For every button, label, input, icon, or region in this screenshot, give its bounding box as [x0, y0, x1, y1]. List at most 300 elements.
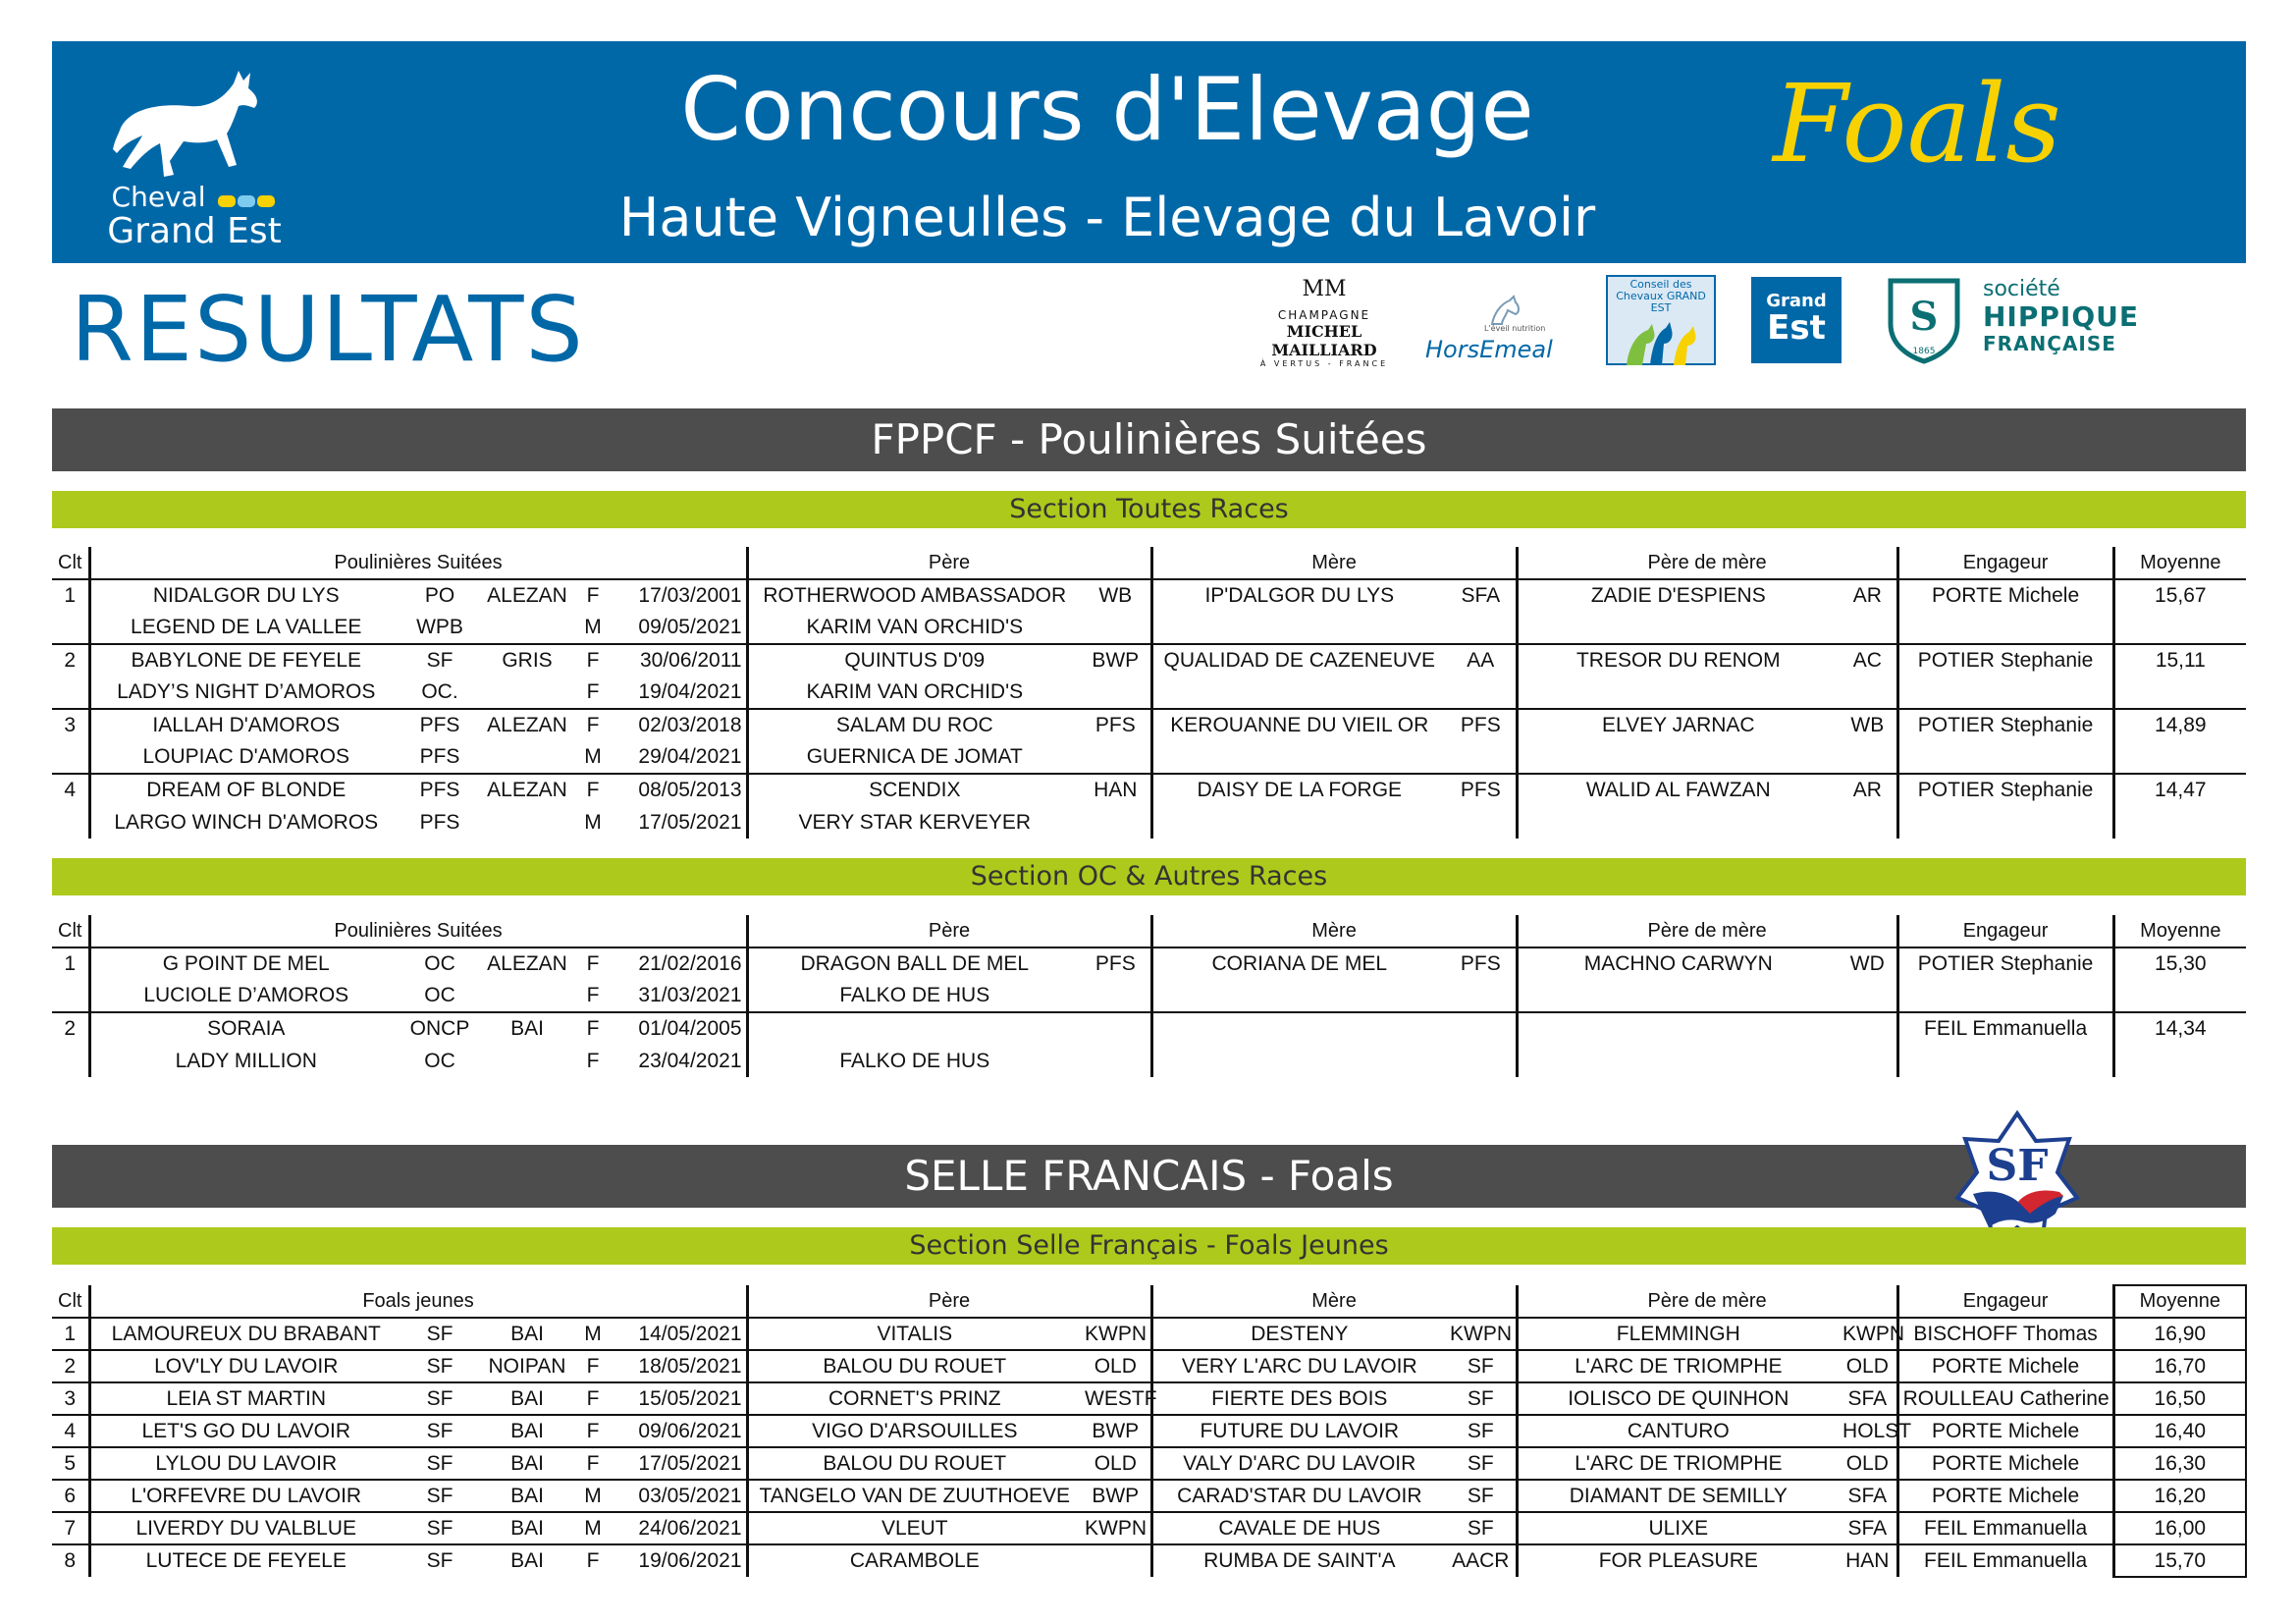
cell-clt: 2 — [64, 1017, 77, 1040]
cell-pm-breed: SFA — [1839, 1512, 1897, 1544]
col-header-mere: Mère — [1151, 1285, 1517, 1318]
cell-sex: F — [586, 779, 600, 801]
cell-date: 21/02/2016 — [610, 947, 747, 980]
cell-mere: VALY D'ARC DU LAVOIR — [1183, 1451, 1416, 1475]
cell-mere-breed: PFS — [1446, 709, 1517, 741]
table-row — [52, 1415, 2246, 1447]
svg-text:S: S — [1909, 294, 1939, 340]
cell-engageur: PORTE Michele — [1897, 1415, 2113, 1447]
cell-color: ALEZAN — [487, 714, 567, 736]
cell-mere-breed: PFS — [1446, 947, 1517, 980]
table-header-row — [52, 915, 2246, 947]
cell-pere: QUINTUS D'09 — [844, 649, 986, 672]
cell-mere: RUMBA DE SAINT'A — [1203, 1549, 1396, 1572]
cell-pere-breed: KWPN — [1081, 1318, 1151, 1350]
cell-foal-sex: M — [584, 616, 602, 638]
cell-moyenne: 16,20 — [2113, 1480, 2246, 1512]
cell-foal-color — [478, 1045, 576, 1077]
cell-clt: 7 — [64, 1516, 77, 1540]
cell-pm-breed: WD — [1839, 947, 1897, 980]
table-row-foal — [52, 1045, 2246, 1077]
mm-line1: CHAMPAGNE — [1277, 308, 1371, 322]
cell-pere-mere: L'ARC DE TRIOMPHE — [1575, 1354, 1783, 1378]
cell-pere-mere: FOR PLEASURE — [1598, 1549, 1758, 1572]
col-header-name: Foals jeunes — [89, 1285, 747, 1318]
cell-foal-sex: M — [584, 810, 602, 834]
cell-name: DREAM OF BLONDE — [89, 774, 401, 806]
cell-sex: F — [586, 952, 600, 975]
cell-breed: ONCP — [409, 1017, 470, 1040]
cell-moyenne: 16,40 — [2113, 1415, 2246, 1447]
cell-moyenne: 14,34 — [2155, 1017, 2207, 1040]
cell-pm-breed: SFA — [1839, 1480, 1897, 1512]
cell-mere: VERY L'ARC DU LAVOIR — [1181, 1354, 1417, 1378]
table-row-foal — [52, 806, 2246, 839]
cell-clt: 2 — [64, 1354, 77, 1378]
col-header-pere: Père — [747, 915, 1151, 947]
cell-breed: SF — [426, 649, 454, 672]
table-row — [52, 1012, 2246, 1045]
cell-foal-name: LUCIOLE D’AMOROS — [89, 980, 401, 1012]
cell-sex: M — [584, 1322, 602, 1345]
col-header-clt: Clt — [52, 1285, 89, 1318]
cell-breed: SF — [426, 1516, 454, 1540]
cell-mere: CARAD'STAR DU LAVOIR — [1177, 1484, 1422, 1507]
cell-moyenne: 14,47 — [2155, 779, 2207, 801]
cell-mere: DESTENY — [1251, 1322, 1349, 1345]
col-header-moyenne: Moyenne — [2113, 915, 2246, 947]
conseil-name: Conseil des Chevaux GRAND EST — [1616, 278, 1706, 314]
col-header-pere: Père — [747, 547, 1151, 579]
cell-pere: DRAGON BALL DE MEL — [800, 952, 1030, 975]
cell-pm-breed — [1839, 1012, 1897, 1045]
cell-moyenne: 16,90 — [2113, 1318, 2246, 1350]
cell-engageur: ROULLEAU Catherine — [1897, 1382, 2113, 1415]
cell-mere-breed: SF — [1446, 1382, 1517, 1415]
cell-moyenne: 15,67 — [2155, 584, 2207, 607]
cell-pere-breed — [1081, 1544, 1151, 1577]
cell-pm-breed: WB — [1839, 709, 1897, 741]
cell-pere-mere: MACHNO CARWYN — [1583, 952, 1773, 975]
cell-moyenne: 16,00 — [2113, 1512, 2246, 1544]
cell-moyenne: 15,70 — [2113, 1544, 2246, 1577]
sf-badge-text: SF — [1986, 1141, 2049, 1191]
cell-pere-breed — [1081, 1012, 1151, 1045]
table-row-foal — [52, 612, 2246, 644]
cell-name: SORAIA — [89, 1012, 401, 1045]
cell-name: LOV'LY DU LAVOIR — [89, 1350, 401, 1382]
cell-mere: IP'DALGOR DU LYS — [1204, 584, 1395, 607]
cell-foal-date: 09/05/2021 — [610, 612, 747, 644]
cell-pm-breed: AR — [1839, 579, 1897, 612]
cell-mere-breed: KWPN — [1446, 1318, 1517, 1350]
cell-pere: VIGO D'ARSOUILLES — [812, 1419, 1018, 1442]
cell-engageur: POTIER Stephanie — [1897, 774, 2113, 806]
cell-pere: TANGELO VAN DE ZUUTHOEVE — [759, 1484, 1071, 1507]
cell-pm-breed: HAN — [1839, 1544, 1897, 1577]
cell-sex: F — [586, 714, 600, 736]
col-header-moyenne: Moyenne — [2113, 1285, 2246, 1318]
cell-pere: CARAMBOLE — [849, 1549, 980, 1572]
sf-jeunes-section-title: Section Selle Français - Foals Jeunes — [52, 1227, 2246, 1265]
cell-pm-breed: AR — [1839, 774, 1897, 806]
cell-foal-color — [478, 980, 576, 1012]
cell-color: NOIPAN — [488, 1354, 566, 1378]
cell-breed: PO — [424, 584, 455, 607]
cell-engageur: FEIL Emmanuella — [1897, 1512, 2113, 1544]
cell-breed: SF — [426, 1322, 454, 1345]
cell-date: 17/03/2001 — [610, 579, 747, 612]
cell-pm-breed: AC — [1839, 644, 1897, 677]
cell-clt: 2 — [64, 649, 77, 672]
cell-mere-breed: SF — [1446, 1480, 1517, 1512]
fppcf-section-title: FPPCF - Poulinières Suitées — [52, 408, 2246, 471]
header-banner — [52, 41, 2246, 263]
cell-foal-color — [478, 741, 576, 774]
cell-color: BAI — [510, 1484, 544, 1507]
cell-pere-mere: DIAMANT DE SEMILLY — [1569, 1484, 1788, 1507]
cell-pere: ROTHERWOOD AMBASSADOR — [763, 584, 1067, 607]
col-header-pere-mere: Père de mère — [1517, 547, 1897, 579]
cell-pere: CORNET'S PRINZ — [828, 1386, 1001, 1410]
cell-pm-breed: KWPN — [1839, 1318, 1897, 1350]
cell-foal-pere: FALKO DE HUS — [839, 984, 990, 1006]
cell-sex: F — [586, 584, 600, 607]
cell-foal-name: LADY MILLION — [89, 1045, 401, 1077]
col-header-engageur: Engageur — [1897, 1285, 2113, 1318]
cell-clt: 4 — [64, 779, 77, 801]
cell-mere-breed: SF — [1446, 1512, 1517, 1544]
cell-pere-breed: HAN — [1081, 774, 1151, 806]
cell-name: L'ORFEVRE DU LAVOIR — [89, 1480, 401, 1512]
cell-mere-breed: SF — [1446, 1350, 1517, 1382]
cell-date: 19/06/2021 — [610, 1544, 747, 1577]
cell-pere: VLEUT — [881, 1516, 948, 1540]
cell-sex: F — [586, 1386, 600, 1410]
col-header-engageur: Engageur — [1897, 915, 2113, 947]
cell-mere-breed: PFS — [1446, 774, 1517, 806]
cell-moyenne: 16,50 — [2113, 1382, 2246, 1415]
cell-pere-breed: WB — [1081, 579, 1151, 612]
cell-pere-breed: WESTF — [1081, 1382, 1151, 1415]
cell-foal-breed: OC — [424, 1049, 455, 1072]
cell-date: 02/03/2018 — [610, 709, 747, 741]
cell-sex: F — [586, 1451, 600, 1475]
sponsor-michel-mailliard-logo — [1239, 279, 1410, 367]
table-row — [52, 1512, 2246, 1544]
sponsor-grand-est-logo — [1751, 277, 1842, 363]
resultats-heading: RESULTATS — [71, 277, 585, 382]
cell-clt: 1 — [64, 1322, 77, 1345]
shf-line1: société — [1983, 277, 2060, 301]
cell-mere: QUALIDAD DE CAZENEUVE — [1163, 649, 1436, 672]
cell-color: ALEZAN — [487, 779, 567, 801]
cell-clt: 8 — [64, 1549, 77, 1572]
table-row — [52, 1480, 2246, 1512]
cell-color: BAI — [510, 1451, 544, 1475]
cell-pere-breed: BWP — [1081, 1415, 1151, 1447]
cell-color: BAI — [510, 1419, 544, 1442]
cell-foal-name: LARGO WINCH D'AMOROS — [89, 806, 401, 839]
cell-mere-breed: SFA — [1446, 579, 1517, 612]
cell-mere: CAVALE DE HUS — [1218, 1516, 1381, 1540]
cell-mere-breed: AA — [1446, 644, 1517, 677]
cell-pere: VITALIS — [877, 1322, 953, 1345]
cell-mere: FUTURE DU LAVOIR — [1200, 1419, 1400, 1442]
cell-date: 03/05/2021 — [610, 1480, 747, 1512]
cell-mere-breed: AACR — [1446, 1544, 1517, 1577]
cell-foal-name: LEGEND DE LA VALLEE — [89, 612, 401, 644]
col-header-pere-mere: Père de mère — [1517, 915, 1897, 947]
cell-pere-mere: ULIXE — [1648, 1516, 1709, 1540]
cell-breed: SF — [426, 1354, 454, 1378]
cell-pere-mere: ELVEY JARNAC — [1601, 714, 1755, 736]
table-row — [52, 709, 2246, 741]
cell-foal-sex: M — [584, 745, 602, 768]
cell-mere-breed: SF — [1446, 1415, 1517, 1447]
cell-date: 18/05/2021 — [610, 1350, 747, 1382]
horse-head-icon — [1484, 295, 1523, 326]
cell-date: 09/06/2021 — [610, 1415, 747, 1447]
cell-mere: DAISY DE LA FORGE — [1197, 779, 1403, 801]
cell-breed: SF — [426, 1386, 454, 1410]
cell-engageur: FEIL Emmanuella — [1897, 1012, 2113, 1045]
cell-pere-mere: ZADIE D'ESPIENS — [1590, 584, 1766, 607]
mm-monogram: MM — [1302, 277, 1347, 301]
cell-pere-mere — [1517, 1012, 1839, 1045]
horsemeal-name: HorsEmeal — [1425, 336, 1553, 363]
cell-mere: CORIANA DE MEL — [1211, 952, 1388, 975]
table-row — [52, 1382, 2246, 1415]
sf-section-title: SELLE FRANCAIS - Foals — [52, 1145, 2246, 1208]
cell-pere-breed: BWP — [1081, 644, 1151, 677]
cell-pere-breed: OLD — [1081, 1447, 1151, 1480]
cell-pm-breed: OLD — [1839, 1350, 1897, 1382]
cell-engageur: PORTE Michele — [1897, 579, 2113, 612]
cell-clt: 4 — [64, 1419, 77, 1442]
shf-line2: HIPPIQUE — [1983, 300, 2139, 333]
cell-name: BABYLONE DE FEYELE — [89, 644, 401, 677]
cell-engageur: BISCHOFF Thomas — [1897, 1318, 2113, 1350]
cell-foal-breed: OC. — [421, 680, 458, 703]
cell-foal-name: LOUPIAC D'AMOROS — [89, 741, 401, 774]
col-header-clt: Clt — [52, 547, 89, 579]
cell-foal-date: 17/05/2021 — [610, 806, 747, 839]
cell-name: IALLAH D'AMOROS — [89, 709, 401, 741]
cell-pere — [747, 1012, 1081, 1045]
col-header-moyenne: Moyenne — [2113, 547, 2246, 579]
cell-engageur: POTIER Stephanie — [1897, 709, 2113, 741]
cell-pere-mere: IOLISCO DE QUINHON — [1568, 1386, 1789, 1410]
cell-color: BAI — [510, 1386, 544, 1410]
cell-moyenne: 14,89 — [2155, 714, 2207, 736]
cell-sex: F — [586, 1419, 600, 1442]
cell-clt: 3 — [64, 1386, 77, 1410]
cell-foal-pere: FALKO DE HUS — [839, 1049, 990, 1072]
cell-mere: FIERTE DES BOIS — [1211, 1386, 1388, 1410]
cell-breed: SF — [426, 1549, 454, 1572]
cell-foal-pere: KARIM VAN ORCHID'S — [806, 680, 1024, 703]
page-title: Concours d'Elevage — [680, 59, 1534, 160]
grand-est-line2: Est — [1767, 308, 1826, 348]
sponsor-horsemeal-logo — [1425, 295, 1587, 363]
table-header-row — [52, 547, 2246, 579]
cell-foal-name: LADY’S NIGHT D’AMOROS — [89, 677, 401, 709]
cell-pere: SCENDIX — [869, 779, 961, 801]
cell-clt: 3 — [64, 714, 77, 736]
cell-foal-pere: KARIM VAN ORCHID'S — [806, 616, 1024, 638]
col-header-name: Poulinières Suitées — [89, 915, 747, 947]
page-subtitle: Haute Vigneulles - Elevage du Lavoir — [618, 187, 1596, 248]
cell-pm-breed: OLD — [1839, 1447, 1897, 1480]
table-row — [52, 644, 2246, 677]
cell-name: LAMOUREUX DU BRABANT — [89, 1318, 401, 1350]
cell-pere-mere: L'ARC DE TRIOMPHE — [1575, 1451, 1783, 1475]
oc-autres-section-title: Section OC & Autres Races — [52, 858, 2246, 895]
cell-pere: SALAM DU ROC — [835, 714, 993, 736]
cell-sex: F — [586, 1354, 600, 1378]
cell-breed: SF — [426, 1451, 454, 1475]
cell-pere: BALOU DU ROUET — [823, 1354, 1007, 1378]
sponsor-shf-logo — [1885, 275, 2160, 363]
cell-color: GRIS — [502, 649, 553, 672]
cell-date: 15/05/2021 — [610, 1382, 747, 1415]
cell-foal-color — [478, 806, 576, 839]
cell-date: 17/05/2021 — [610, 1447, 747, 1480]
table-row-foal — [52, 677, 2246, 709]
shf-year: 1865 — [1912, 347, 1936, 356]
cell-moyenne: 16,30 — [2113, 1447, 2246, 1480]
cell-clt: 6 — [64, 1484, 77, 1507]
cell-name: LEIA ST MARTIN — [89, 1382, 401, 1415]
cell-foal-pere: GUERNICA DE JOMAT — [806, 745, 1023, 768]
col-header-mere: Mère — [1151, 915, 1517, 947]
sf-jeunes-table — [52, 1284, 2247, 1578]
table-row — [52, 1350, 2246, 1382]
table-row-foal — [52, 741, 2246, 774]
cell-mere-breed — [1446, 1012, 1517, 1045]
cell-pere-mere: CANTURO — [1627, 1419, 1730, 1442]
cell-color: BAI — [510, 1017, 544, 1040]
cell-mere — [1151, 1012, 1446, 1045]
cell-name: LET'S GO DU LAVOIR — [89, 1415, 401, 1447]
cell-date: 08/05/2013 — [610, 774, 747, 806]
cell-name: LIVERDY DU VALBLUE — [89, 1512, 401, 1544]
cell-pere-breed: PFS — [1081, 947, 1151, 980]
cell-date: 14/05/2021 — [610, 1318, 747, 1350]
table-row-foal — [52, 980, 2246, 1012]
col-header-pere: Père — [747, 1285, 1151, 1318]
cell-foal-date: 31/03/2021 — [610, 980, 747, 1012]
table-row — [52, 1447, 2246, 1480]
cell-color: BAI — [510, 1516, 544, 1540]
cell-name: G POINT DE MEL — [89, 947, 401, 980]
cell-breed: PFS — [419, 714, 460, 736]
cell-engageur: POTIER Stephanie — [1897, 644, 2113, 677]
cell-foal-pere: VERY STAR KERVEYER — [798, 810, 1032, 834]
cell-color: ALEZAN — [487, 952, 567, 975]
cell-sex: F — [586, 649, 600, 672]
col-header-engageur: Engageur — [1897, 547, 2113, 579]
col-header-name: Poulinières Suitées — [89, 547, 747, 579]
cell-date: 24/06/2021 — [610, 1512, 747, 1544]
cell-foal-color — [478, 677, 576, 709]
cell-foal-date: 23/04/2021 — [610, 1045, 747, 1077]
cell-clt: 1 — [64, 952, 77, 975]
cell-name: LUTECE DE FEYELE — [89, 1544, 401, 1577]
toutes-races-table — [52, 547, 2246, 839]
cell-foal-sex: F — [586, 680, 600, 703]
cell-pere-breed: KWPN — [1081, 1512, 1151, 1544]
cell-pm-breed: HOLST — [1839, 1415, 1897, 1447]
horse-heads-icon — [1617, 318, 1705, 367]
cell-engageur: PORTE Michele — [1897, 1350, 2113, 1382]
cell-clt: 1 — [64, 584, 77, 607]
cell-clt: 5 — [64, 1451, 77, 1475]
cell-pere-breed: BWP — [1081, 1480, 1151, 1512]
logo-line1: Cheval — [81, 181, 307, 215]
table-row — [52, 1544, 2246, 1577]
cell-engageur: FEIL Emmanuella — [1897, 1544, 2113, 1577]
mm-line2: MICHEL MAILLIARD — [1271, 322, 1377, 359]
cell-date: 30/06/2011 — [610, 644, 747, 677]
cell-pere-mere: FLEMMINGH — [1616, 1322, 1740, 1345]
cell-engageur: PORTE Michele — [1897, 1447, 2113, 1480]
table-row — [52, 1318, 2246, 1350]
cell-name: LYLOU DU LAVOIR — [89, 1447, 401, 1480]
cell-foal-color — [478, 612, 576, 644]
sponsor-conseil-chevaux-logo — [1606, 275, 1716, 365]
cell-foal-date: 19/04/2021 — [610, 677, 747, 709]
cell-foal-breed: PFS — [419, 745, 460, 768]
table-row — [52, 947, 2246, 980]
cell-foal-breed: WPB — [416, 616, 463, 638]
cell-pere-breed: PFS — [1081, 709, 1151, 741]
cell-breed: OC — [424, 952, 455, 975]
cell-pm-breed: SFA — [1839, 1382, 1897, 1415]
cheval-grand-est-logo — [81, 55, 307, 251]
toutes-races-section-title: Section Toutes Races — [52, 491, 2246, 528]
cell-pere: BALOU DU ROUET — [823, 1451, 1007, 1475]
cell-foal-sex: F — [586, 984, 600, 1006]
logo-dots — [218, 182, 277, 215]
cell-color: ALEZAN — [487, 584, 567, 607]
horsemeal-tagline: L'éveil nutrition — [1484, 324, 1546, 333]
cell-breed: PFS — [419, 779, 460, 801]
cell-breed: SF — [426, 1484, 454, 1507]
cell-foal-sex: F — [586, 1049, 600, 1072]
cell-date: 01/04/2005 — [610, 1012, 747, 1045]
cell-engageur: PORTE Michele — [1897, 1480, 2113, 1512]
cell-moyenne: 15,30 — [2155, 952, 2207, 975]
cell-foal-breed: OC — [424, 984, 455, 1006]
cell-color: BAI — [510, 1322, 544, 1345]
cell-pere-breed: OLD — [1081, 1350, 1151, 1382]
cell-sex: M — [584, 1484, 602, 1507]
table-row — [52, 579, 2246, 612]
cell-pere-mere: TRESOR DU RENOM — [1575, 649, 1781, 672]
oc-autres-table — [52, 915, 2246, 1077]
cell-foal-date: 29/04/2021 — [610, 741, 747, 774]
cell-breed: SF — [426, 1419, 454, 1442]
cell-mere: KEROUANNE DU VIEIL OR — [1170, 714, 1429, 736]
col-header-pere-mere: Père de mère — [1517, 1285, 1897, 1318]
mm-line3: À VERTUS - FRANCE — [1259, 359, 1389, 368]
shf-shield-icon — [1885, 275, 1963, 363]
cell-engageur: POTIER Stephanie — [1897, 947, 2113, 980]
cell-sex: F — [586, 1549, 600, 1572]
foals-title: Foals — [1773, 61, 2061, 187]
